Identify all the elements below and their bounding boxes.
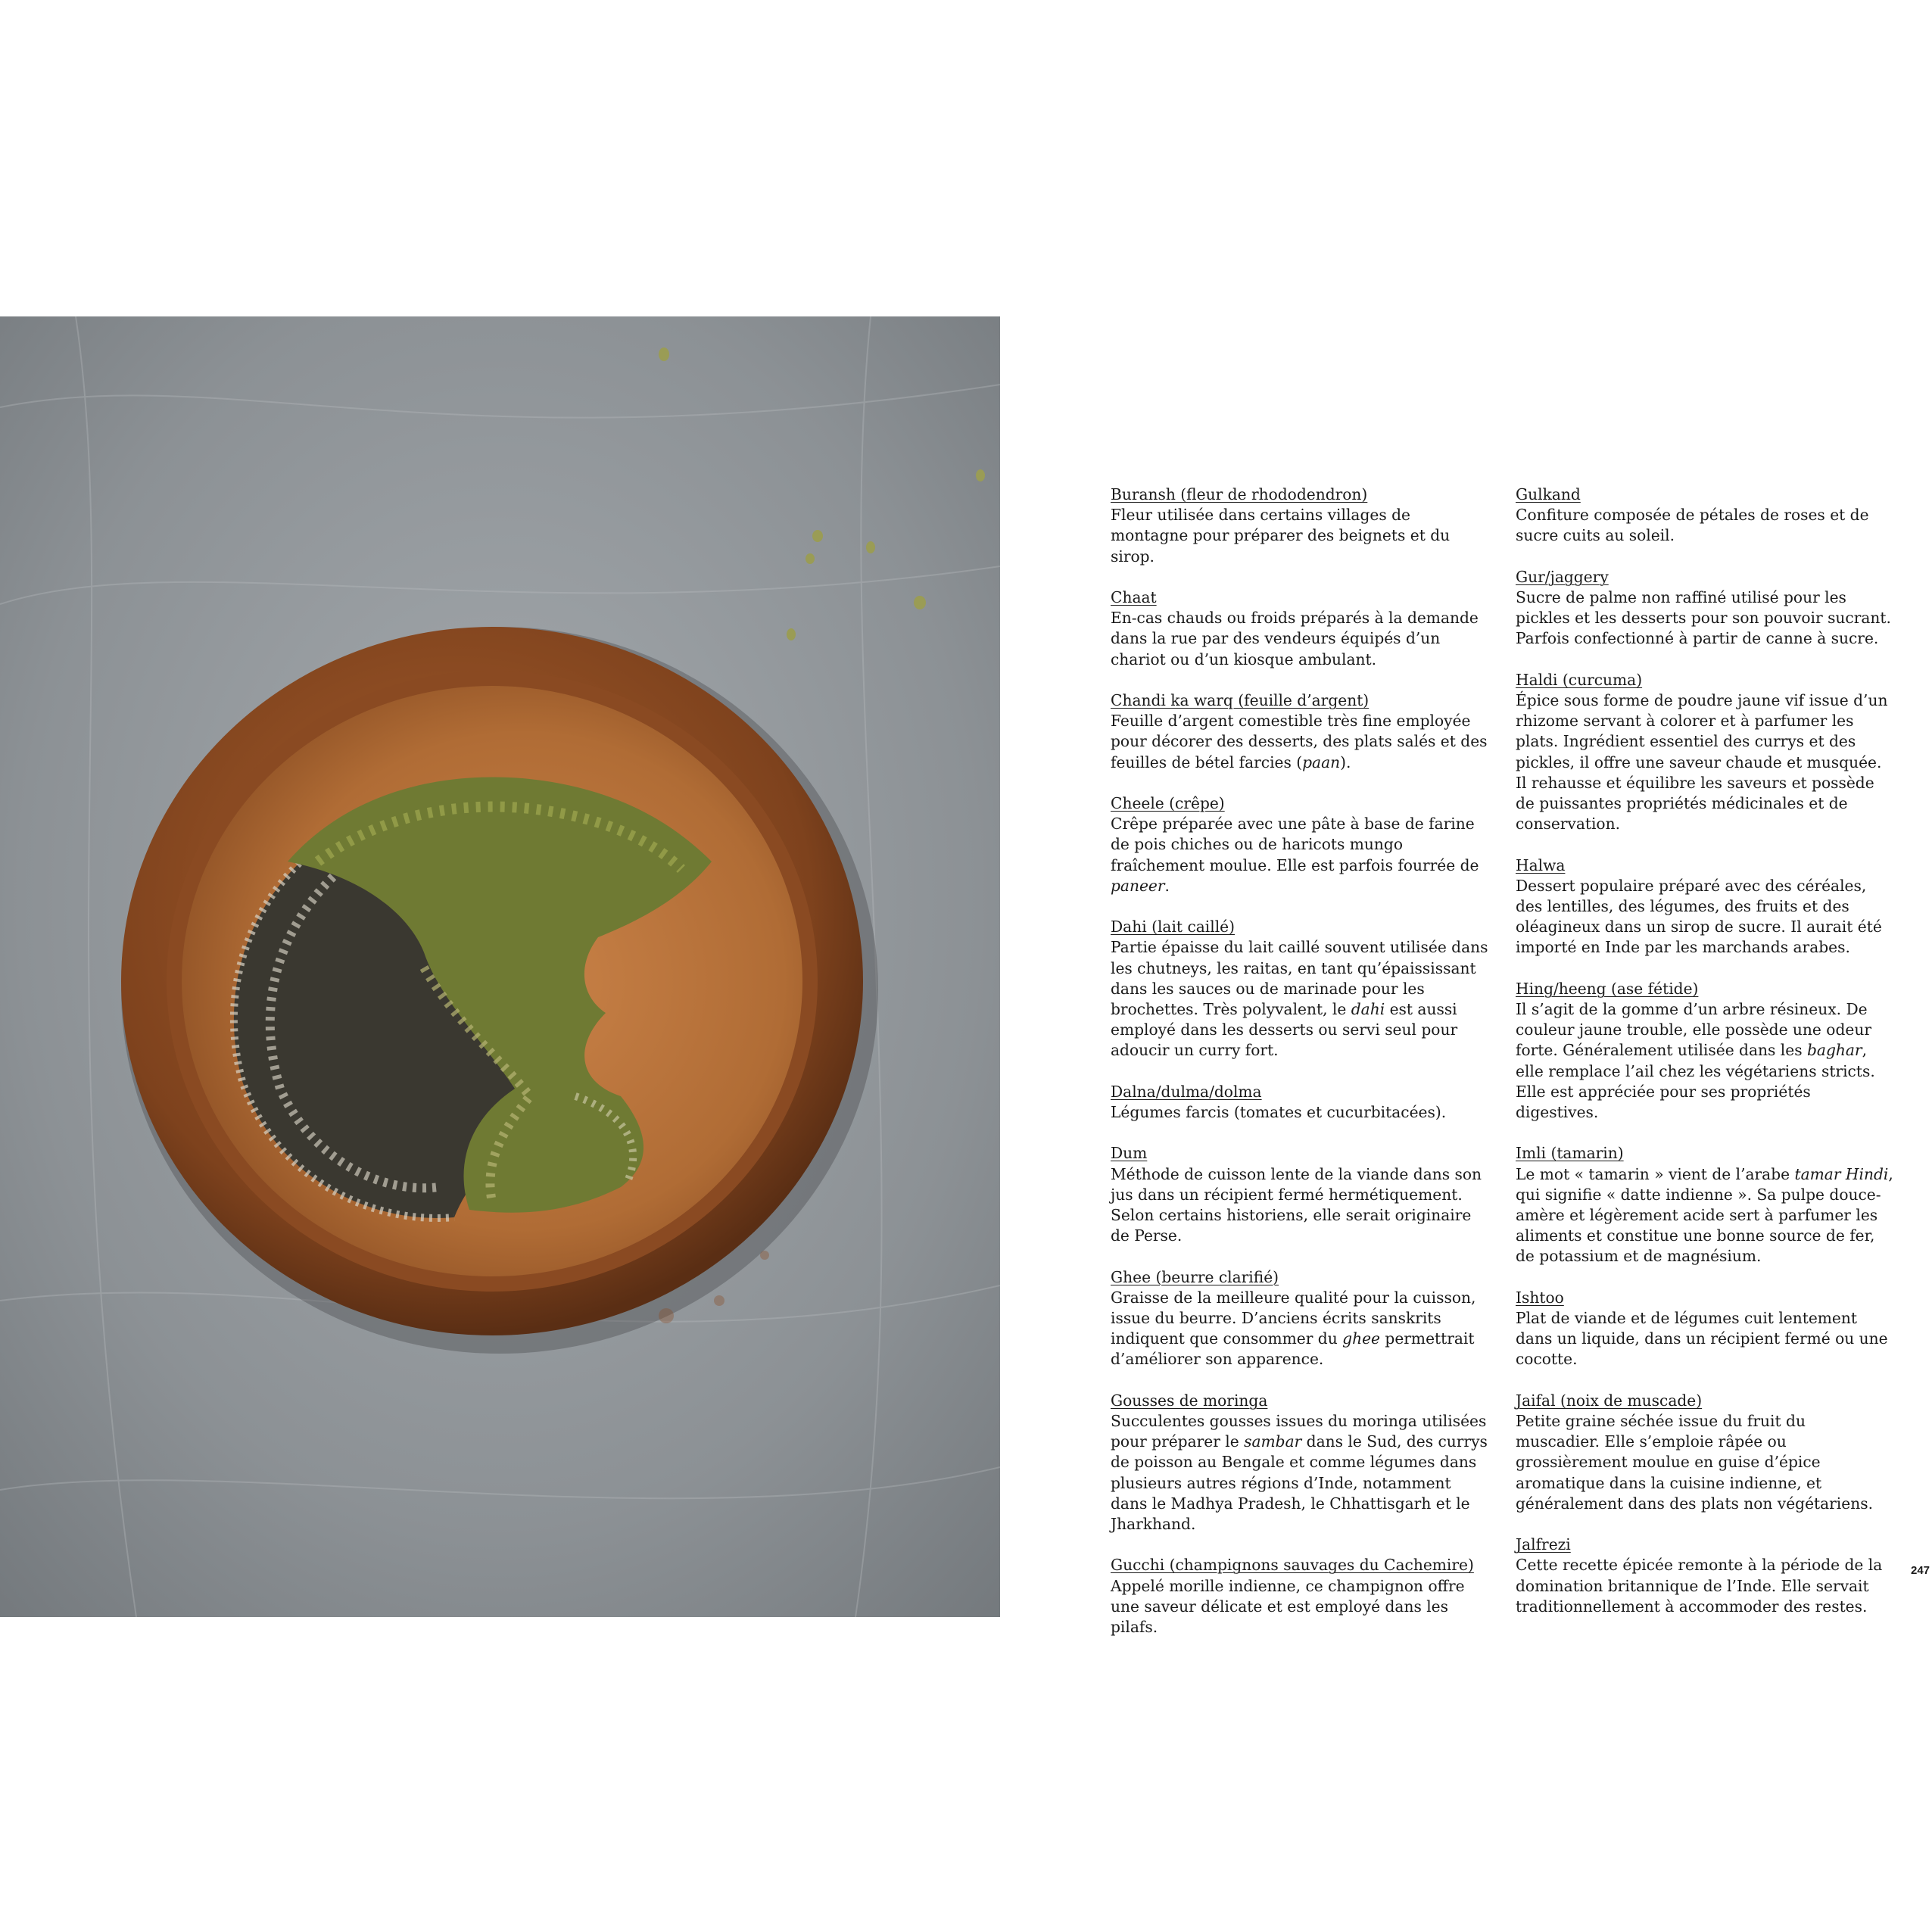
glossary-term: Haldi (curcuma) (1516, 670, 1643, 689)
glossary-entry (1111, 1267, 1489, 1370)
glossary-definition: Légumes farcis (tomates et cucurbitacées). (1111, 1103, 1447, 1122)
glossary-term: Gur/jaggery (1516, 567, 1609, 586)
glossary-definition: Confiture composée de pétales de roses et de sucre cuits au soleil. (1516, 506, 1869, 545)
glossary-term: Cheele (crêpe) (1111, 794, 1225, 812)
glossary-term: Imli (tamarin) (1516, 1144, 1624, 1163)
glossary-entry (1111, 793, 1489, 896)
glossary-entry (1111, 485, 1489, 567)
glossary-term: Jalfrezi (1516, 1535, 1571, 1554)
glossary-definition: Crêpe préparée avec une pâte à base de farine de pois chiches ou de haricots mungo fraîchement moulue. Elle est parfois fourrée de paneer. (1111, 815, 1479, 895)
glossary-definition: Dessert populaire préparé avec des céréales, des lentilles, des légumes, des fruits et des oléagineux dans un sirop de sucre. Il aurait été importé en Inde par les marchands arabes. (1516, 876, 1882, 957)
glossary-definition: En-cas chauds ou froids préparés à la demande dans la rue par des vendeurs équipés d’un chariot ou d’un kiosque ambulant. (1111, 609, 1479, 668)
glossary-entry (1516, 567, 1894, 650)
glossary-entry (1111, 690, 1489, 773)
glossary-term: Gousses de moringa (1111, 1391, 1268, 1410)
glossary-definition: Cette recette épicée remonte à la période de la domination britannique de l’Inde. Elle servait traditionnellement à accommoder des restes. (1516, 1556, 1883, 1616)
glossary-term: Dum (1111, 1144, 1148, 1163)
glossary-term: Jaifal (noix de muscade) (1516, 1391, 1703, 1410)
photo-bowl-of-lentils (0, 316, 1000, 1617)
glossary-term: Dahi (lait caillé) (1111, 918, 1235, 936)
glossary-entry (1111, 1391, 1489, 1535)
glossary-column-right (1516, 485, 1894, 1638)
glossary-definition: Appelé morille indienne, ce champignon offre une saveur délicate et est employé dans les pilafs. (1111, 1576, 1465, 1637)
lentils-bowl-illustration (0, 316, 1000, 1617)
glossary-entry (1111, 1555, 1489, 1638)
glossary-term: Gucchi (champignons sauvages du Cachemire) (1111, 1556, 1474, 1575)
glossary-entry (1516, 1535, 1894, 1617)
glossary-entry (1111, 917, 1489, 1061)
glossary-entry (1516, 670, 1894, 835)
glossary-column-left (1111, 485, 1489, 1658)
glossary-term: Hing/heeng (ase fétide) (1516, 979, 1699, 998)
glossary-entry (1516, 1391, 1894, 1514)
glossary-entry (1516, 855, 1894, 958)
glossary-entry (1516, 1288, 1894, 1370)
glossary-term: Buransh (fleur de rhododendron) (1111, 485, 1368, 503)
glossary-term: Chandi ka warq (feuille d’argent) (1111, 691, 1370, 709)
glossary-term: Halwa (1516, 855, 1566, 874)
glossary-term: Dalna/dulma/dolma (1111, 1082, 1262, 1101)
glossary-definition: Plat de viande et de légumes cuit lentement dans un liquide, dans un récipient fermé ou une cocotte. (1516, 1309, 1888, 1369)
glossary-definition: Graisse de la meilleure qualité pour la cuisson, issue du beurre. D’anciens écrits sanskrits indiquent que consommer du ghee permettrait d’améliorer son apparence. (1111, 1288, 1476, 1369)
glossary-definition: Sucre de palme non raffiné utilisé pour les pickles et les desserts pour son pouvoir sucrant. Parfois confectionné à partir de canne à sucre. (1516, 588, 1891, 648)
glossary-entry (1111, 587, 1489, 670)
glossary-definition: Fleur utilisée dans certains villages de montagne pour préparer des beignets et du sirop. (1111, 506, 1451, 566)
glossary-entry (1111, 1143, 1489, 1246)
glossary-definition: Méthode de cuisson lente de la viande dans son jus dans un récipient fermé hermétiquement. Selon certains historiens, elle serait originaire de Perse. (1111, 1164, 1482, 1245)
glossary-term: Ghee (beurre clarifié) (1111, 1267, 1279, 1286)
glossary-definition: Petite graine séchée issue du fruit du muscadier. Elle s’emploie râpée ou grossièrement moulue en guise d’épice aromatique dans la cuisine indienne, et généralement dans des plats non végétariens. (1516, 1412, 1873, 1513)
glossary-definition: Il s’agit de la gomme d’un arbre résineux. De couleur jaune trouble, elle possède une odeur forte. Généralement utilisée dans les baghar, elle remplace l’ail chez les végétariens stricts. Elle est appréciée pour ses propriétés digestives. (1516, 1000, 1875, 1122)
glossary-entry (1516, 1143, 1894, 1267)
glossary-term: Gulkand (1516, 485, 1581, 503)
glossary-term: Ishtoo (1516, 1288, 1564, 1307)
glossary-term: Chaat (1111, 588, 1157, 606)
glossary-entry (1516, 979, 1894, 1123)
glossary-definition: Épice sous forme de poudre jaune vif issue d’un rhizome servant à colorer et à parfumer les plats. Ingrédient essentiel des currys et des pickles, il offre une saveur chaude et musquée. Il rehausse et équilibre les saveurs et possède de puissantes propriétés médicinales et de conservation. (1516, 691, 1888, 834)
glossary-definition: Le mot « tamarin » vient de l’arabe tamar Hindi, qui signifie « datte indienne ». Sa pulpe douce-amère et légèrement acide sert à parfumer les aliments et constitue une bonne source de fer, de potassium et de magnésium. (1516, 1164, 1893, 1266)
page-number: 247 (1911, 1564, 1930, 1577)
glossary-definition: Partie épaisse du lait caillé souvent utilisée dans les chutneys, les raitas, en tant qu’épaississant dans les sauces ou de marinade pour les brochettes. Très polyvalent, le dahi est aussi employé dans les desserts ou servi seul pour adoucir un curry fort. (1111, 938, 1488, 1060)
glossary-definition: Succulentes gousses issues du moringa utilisées pour préparer le sambar dans le Sud, des currys de poisson au Bengale et comme légumes dans plusieurs autres régions d’Inde, notamment dans le Madhya Pradesh, le Chhattisgarh et le Jharkhand. (1111, 1412, 1488, 1534)
glossary-entry (1111, 1082, 1489, 1123)
glossary-entry (1516, 485, 1894, 547)
glossary-definition: Feuille d’argent comestible très fine employée pour décorer des desserts, des plats salés et des feuilles de bétel farcies (paan). (1111, 712, 1488, 771)
